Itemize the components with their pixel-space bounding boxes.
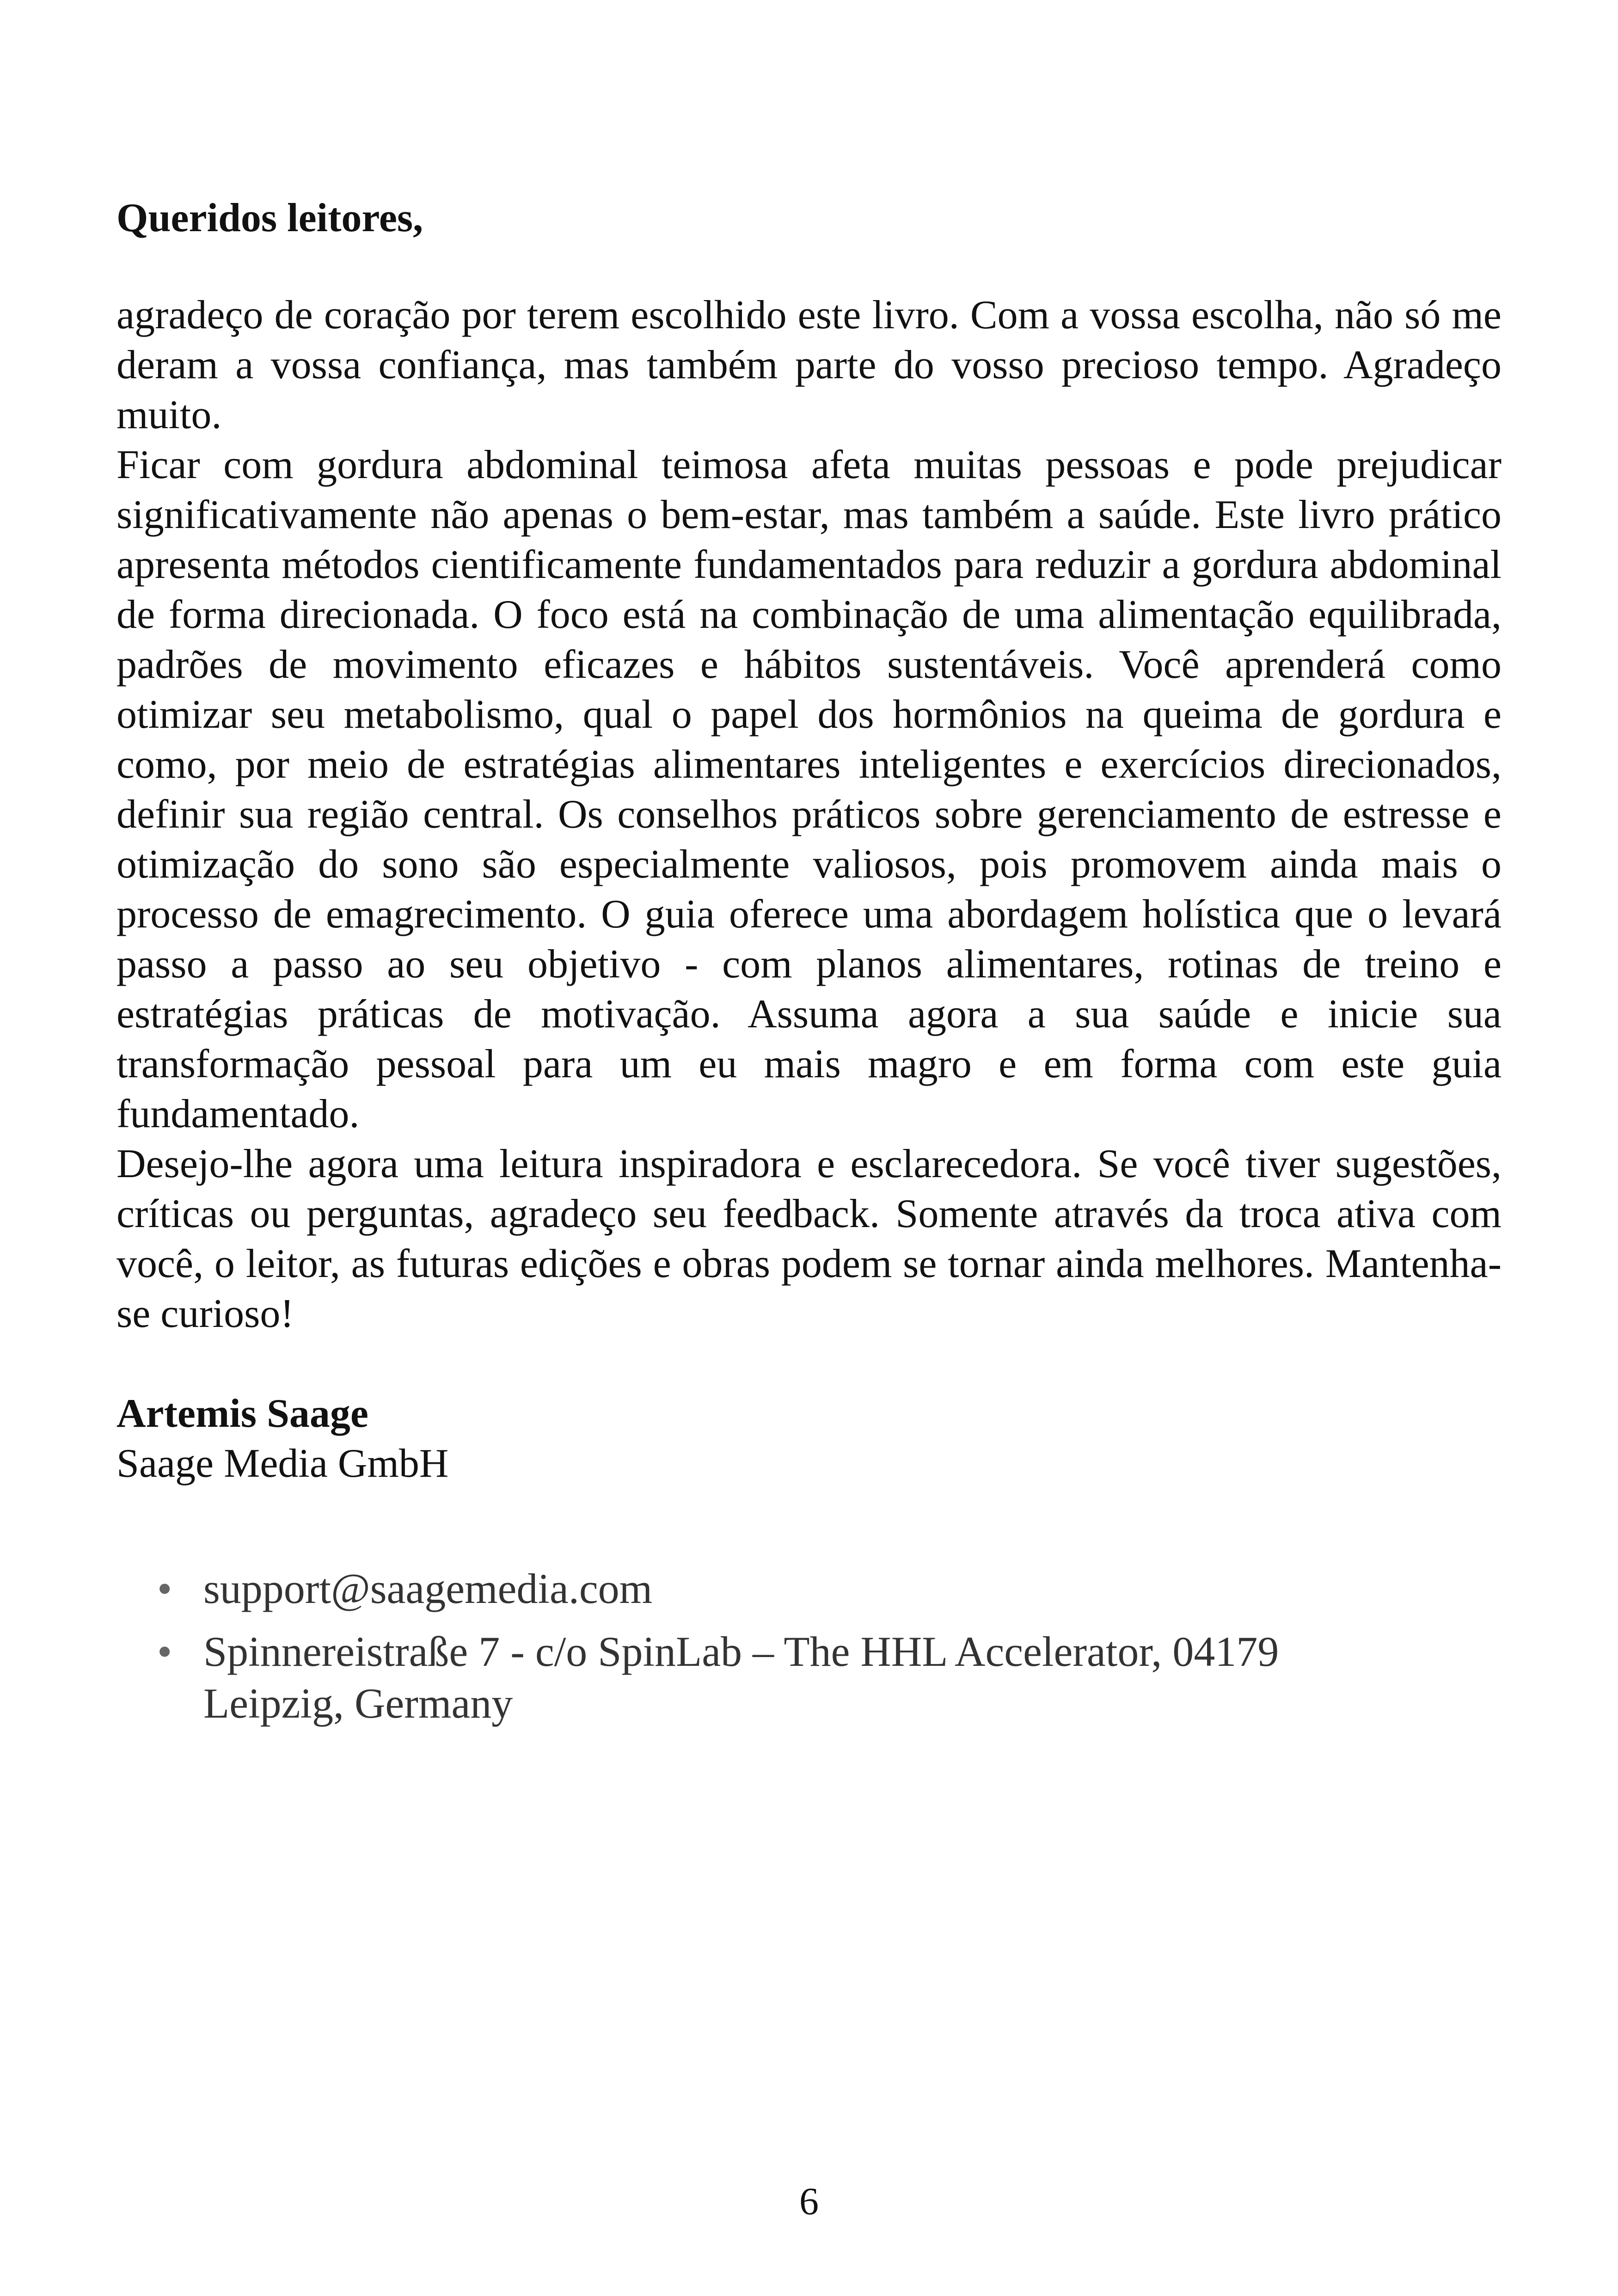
bullet-icon: • [157, 1628, 172, 1675]
address-line-1: Spinnereistraße 7 - c/o SpinLab – The HHL Accelerator, 04179 [203, 1628, 1279, 1675]
contact-address-item [157, 1626, 1433, 1729]
contact-list [157, 1563, 1433, 1740]
email-link[interactable]: support@saagemedia.com [203, 1565, 653, 1612]
letter-content [116, 193, 1502, 1489]
contact-email-item [157, 1563, 1433, 1615]
address-line-2: Leipzig, Germany [203, 1680, 513, 1727]
signature-block [116, 1389, 1502, 1489]
letter-body [116, 290, 1502, 1339]
bullet-icon: • [157, 1565, 172, 1612]
author-name: Artemis Saage [116, 1391, 368, 1436]
company-name: Saage Media GmbH [116, 1441, 449, 1486]
paragraph-book-description: Ficar com gordura abdominal teimosa afeta muitas pessoas e pode prejudicar significativamente não apenas o bem-estar, mas também a saúde. Este livro prático apresenta métodos cientificamente fundamentados para reduzir a gordura abdominal de forma direcionada. O foco está na combinação de uma alimentação equilibrada, padrões de movimento eficazes e hábitos sustentáveis. Você aprenderá como otimizar seu metabolismo, qual o papel dos hormônios na queima de gordura e como, por meio de estratégias alimentares inteligentes e exercícios direcionados, definir sua região central. Os conselhos práticos sobre gerenciamento de estresse e otimização do sono são especialmente valiosos, pois promovem ainda mais o processo de emagrecimento. O guia oferece uma abordagem holística que o levará passo a passo ao seu objetivo - com planos alimentares, rotinas de treino e estratégias práticas de motivação. Assuma agora a sua saúde e inicie sua transformação pessoal para um eu mais magro e em forma com este guia fundamentado. [116, 442, 1502, 1136]
paragraph-closing: Desejo-lhe agora uma leitura inspiradora e esclarecedora. Se você tiver sugestões, críticas ou perguntas, agradeço seu feedback. Somente através da troca ativa com você, o leitor, as futuras edições e obras podem se tornar ainda melhores. Mantenha-se curioso! [116, 1142, 1502, 1336]
paragraph-thanks: agradeço de coração por terem escolhido este livro. Com a vossa escolha, não só me deram a vossa confiança, mas também parte do vosso precioso tempo. Agradeço muito. [116, 293, 1502, 437]
page-number: 6 [799, 2180, 819, 2223]
salutation: Queridos leitores, [116, 196, 423, 240]
